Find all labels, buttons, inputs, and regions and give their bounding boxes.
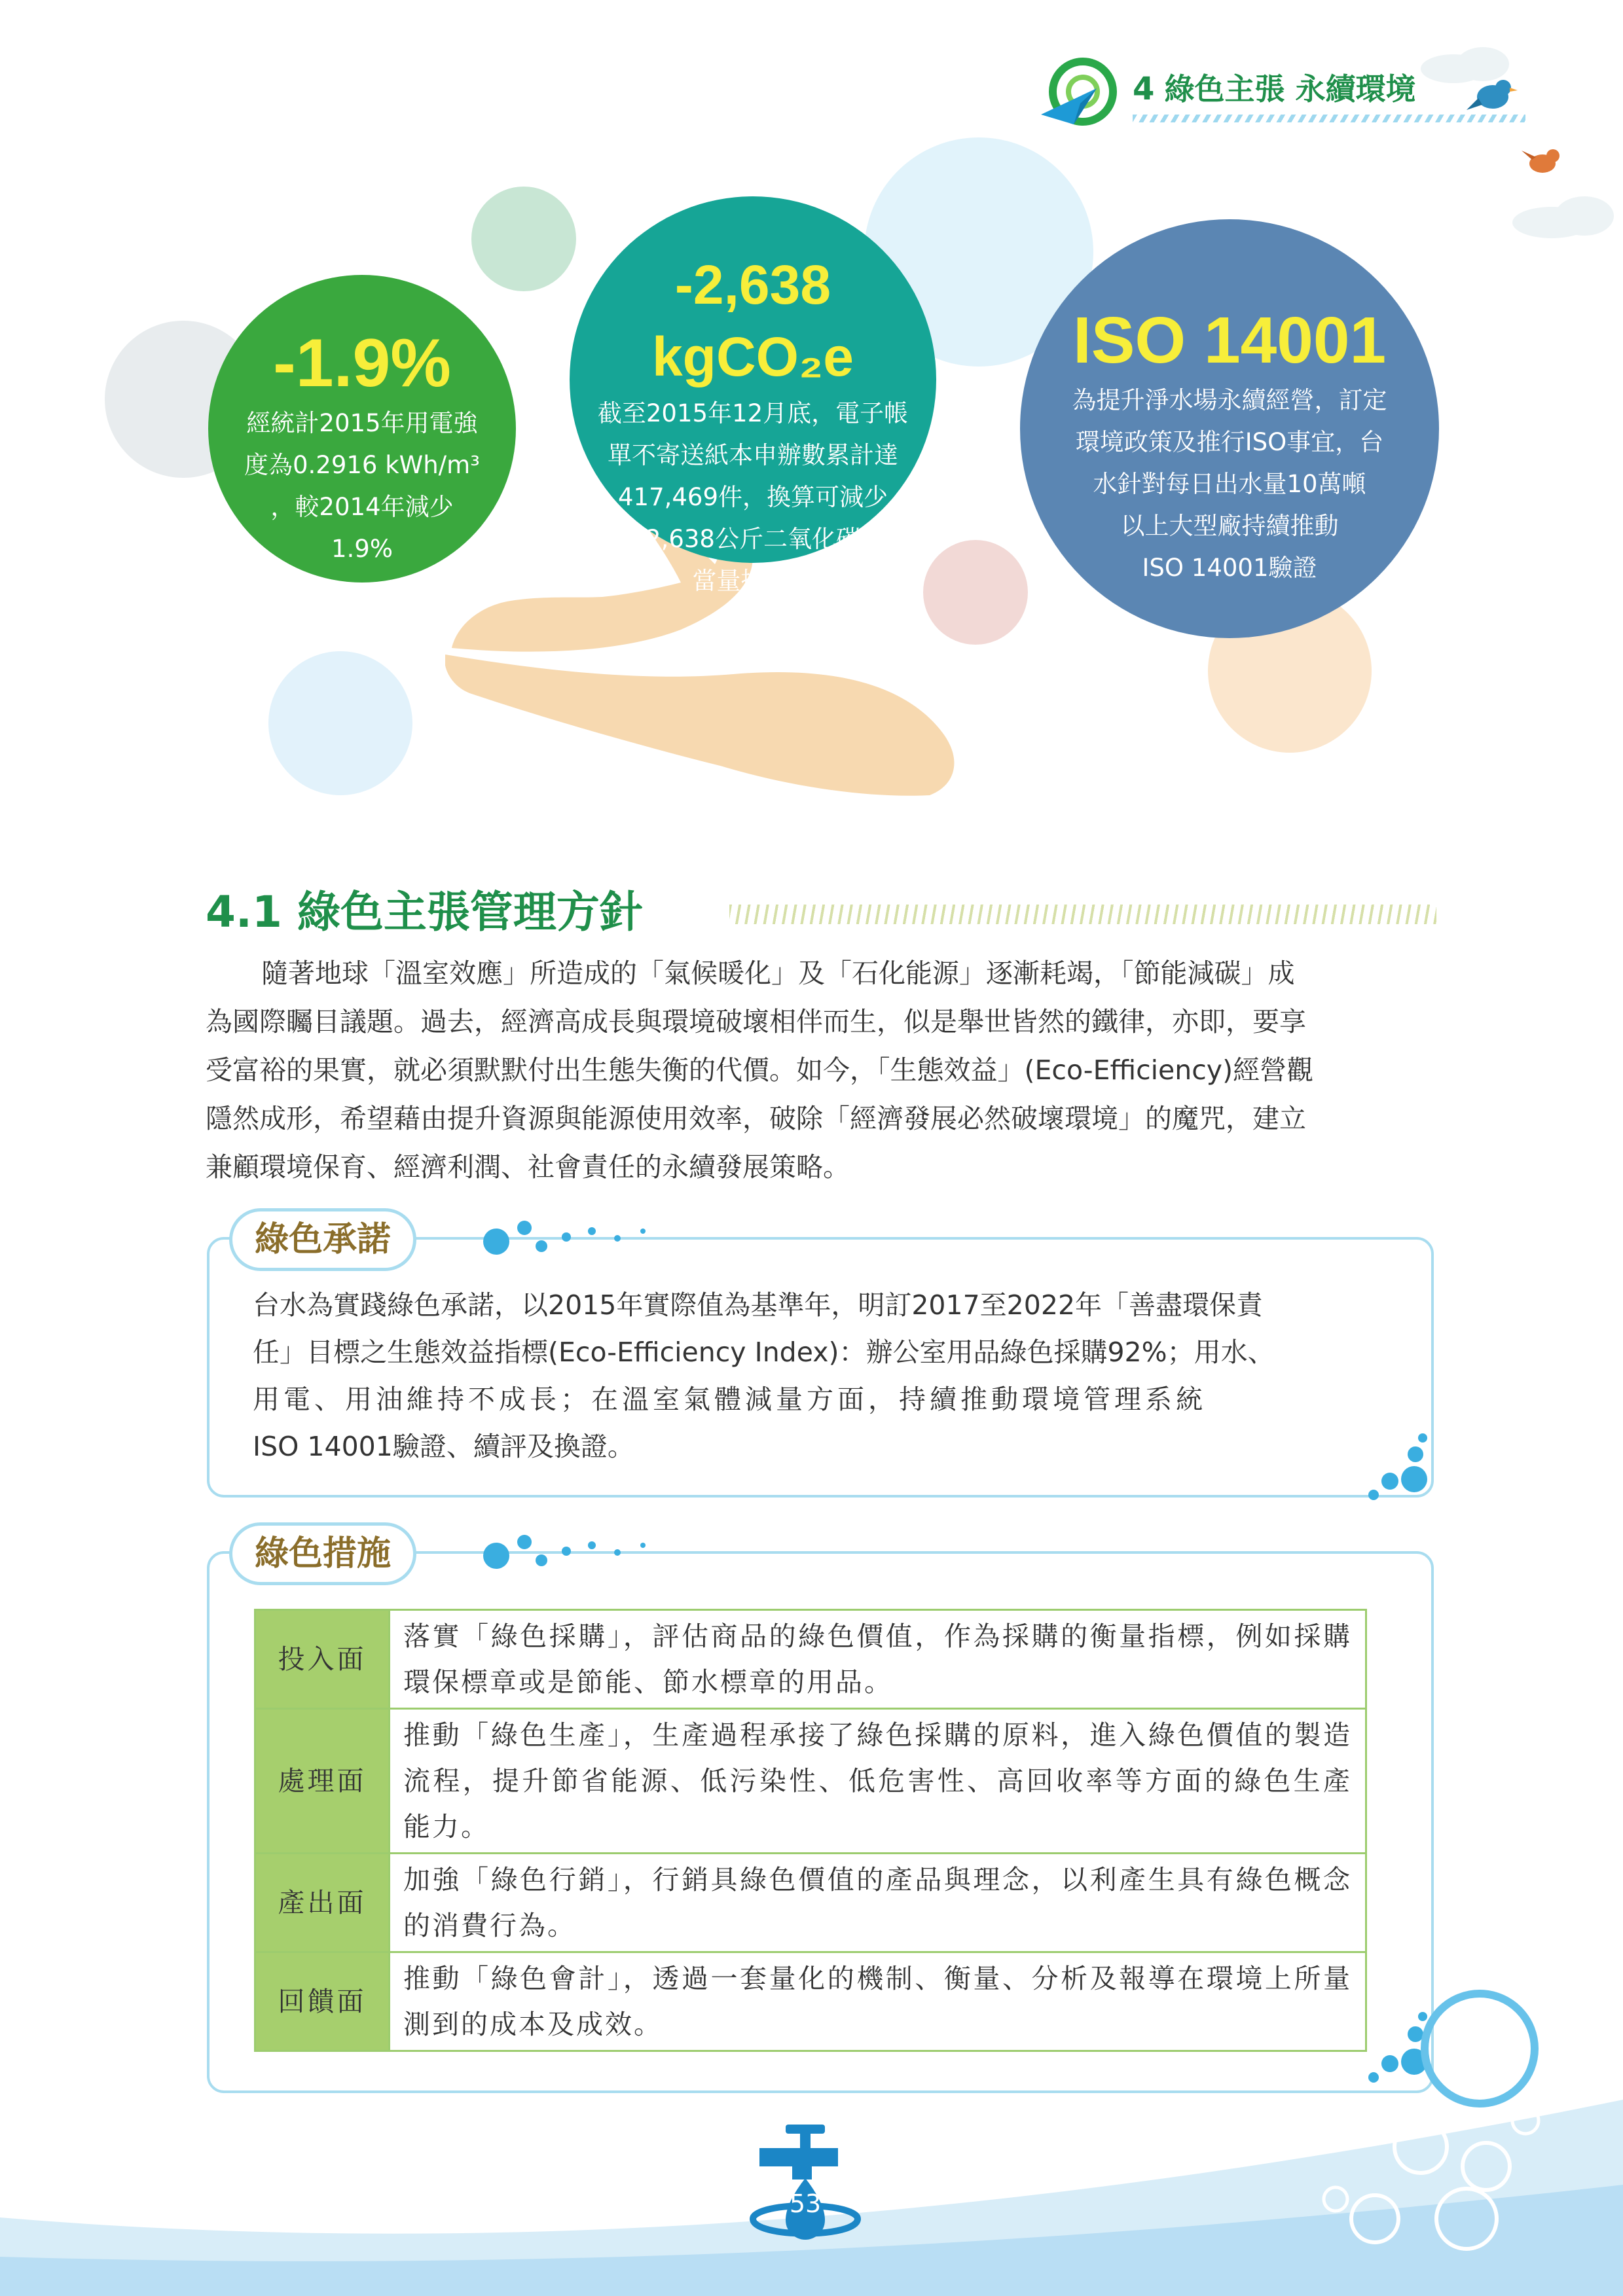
stat-electricity-line: 度為0.2916 kWh/m³ (244, 451, 481, 479)
page-number: 53 (789, 2189, 822, 2218)
decorative-circle (268, 651, 412, 795)
large-bubbles-decoration (1309, 1990, 1584, 2265)
stat-electricity (208, 324, 516, 570)
stat-carbon-value: -2,638 kgCO₂e (651, 254, 854, 387)
wavy-divider (729, 905, 1436, 924)
intro-line: 為國際矚目議題。過去，經濟高成長與環境破壞相伴而生，似是舉世皆然的鐵律，亦即，要享 (206, 1006, 1306, 1037)
stat-carbon-line: 單不寄送紙本申辦數累計達 (608, 441, 898, 469)
commitment-line: ISO 14001驗證、續評及換證。 (253, 1431, 634, 1462)
aspect-label: 回饋面 (255, 1952, 390, 2051)
measures-table (254, 1609, 1367, 2052)
chapter-number: 4 (1133, 71, 1155, 107)
decorative-circle (471, 187, 576, 291)
aspect-text: 加強「綠色行銷」，行銷具綠色價值的產品與理念，以利產生具有綠色概念的消費行為。 (390, 1854, 1366, 1952)
aspect-text: 推動「綠色生產」，生產過程承接了綠色採購的原料，進入綠色價值的製造流程，提升節省能源、低污染性、低危害性、高回收率等方面的綠色生產能力。 (390, 1709, 1366, 1854)
section-heading (206, 877, 1436, 936)
commitment-line: 台水為實踐綠色承諾，以2015年實際值為基準年，明訂2017至2022年「善盡環保責 (253, 1289, 1264, 1321)
stat-electricity-line: 1.9% (331, 535, 393, 563)
bubble-dots (477, 1528, 660, 1581)
commitment-label: 綠色承諾 (229, 1208, 416, 1271)
chapter-title: 綠色主張 永續環境 (1164, 71, 1416, 107)
table-row (255, 1709, 1366, 1854)
stat-iso-line: 為提升淨水場永續經營，訂定 (1072, 386, 1387, 414)
intro-paragraph (206, 949, 1432, 1191)
aspect-text: 推動「綠色會計」，透過一套量化的機制、衡量、分析及報導在環境上所量測到的成本及成效。 (390, 1952, 1366, 2051)
stat-carbon-line: 截至2015年12月底，電子帳 (597, 399, 909, 427)
stat-iso (1033, 301, 1426, 589)
commitment-text (253, 1282, 1372, 1470)
stat-electricity-value: -1.9% (273, 325, 451, 401)
stat-carbon-line: 417,469件，換算可減少 (617, 483, 888, 511)
table-row (255, 1854, 1366, 1952)
stat-iso-line: 以上大型廠持續推動 (1120, 512, 1339, 540)
commitment-line: 用電、用油維持不成長；在溫室氣體減量方面，持續推動環境管理系統 (253, 1384, 1207, 1415)
stat-carbon (570, 249, 936, 602)
stat-iso-line: 水針對每日出水量10萬噸 (1093, 470, 1366, 498)
table-row (255, 1610, 1366, 1709)
intro-line: 隨著地球「溫室效應」所造成的「氣候暖化」及「石化能源」逐漸耗竭，「節能減碳」成 (261, 958, 1295, 989)
intro-line: 隱然成形，希望藉由提升資源與能源使用效率，破除「經濟發展必然破壞環境」的魔咒，建立 (206, 1103, 1306, 1134)
bubble-dots (477, 1214, 660, 1266)
aspect-label: 產出面 (255, 1854, 390, 1952)
faucet-icon (733, 2121, 877, 2251)
stat-iso-value: ISO 14001 (1072, 304, 1387, 377)
stat-electricity-line: 經統計2015年用電強 (246, 409, 478, 437)
cloud-decoration (1506, 190, 1623, 242)
aspect-label: 處理面 (255, 1709, 390, 1854)
aspect-text: 落實「綠色採購」，評估商品的綠色價值，作為採購的衡量指標，例如採購環保標章或是節能、節水標章的用品。 (390, 1610, 1366, 1709)
paper-plane-logo-icon (1034, 52, 1126, 131)
intro-line: 兼顧環境保育、經濟利潤、社會責任的永續發展策略。 (206, 1151, 850, 1183)
section-title: 4.1 綠色主張管理方針 (206, 887, 643, 937)
stat-carbon-line: 2,638公斤二氧化碳 (646, 525, 860, 553)
measures-label: 綠色措施 (229, 1522, 416, 1585)
aspect-label: 投入面 (255, 1610, 390, 1709)
cloud-decoration (1414, 39, 1525, 85)
stat-iso-line: 環境政策及推行ISO事宜，台 (1075, 428, 1384, 456)
small-bird-icon (1519, 137, 1571, 183)
bubble-cluster (1362, 1433, 1434, 1505)
intro-line: 受富裕的果實，就必須默默付出生態失衡的代價。如今，「生態效益」(Eco-Efficiency)經營觀 (206, 1054, 1314, 1086)
stat-carbon-line: 當量排放量 (692, 567, 814, 595)
stat-iso-line: ISO 14001驗證 (1142, 554, 1317, 582)
stat-electricity-line: ，較2014年減少 (270, 493, 454, 521)
commitment-line: 任」目標之生態效益指標(Eco-Efficiency Index)：辦公室用品綠色採購92%；用水、 (253, 1336, 1275, 1368)
